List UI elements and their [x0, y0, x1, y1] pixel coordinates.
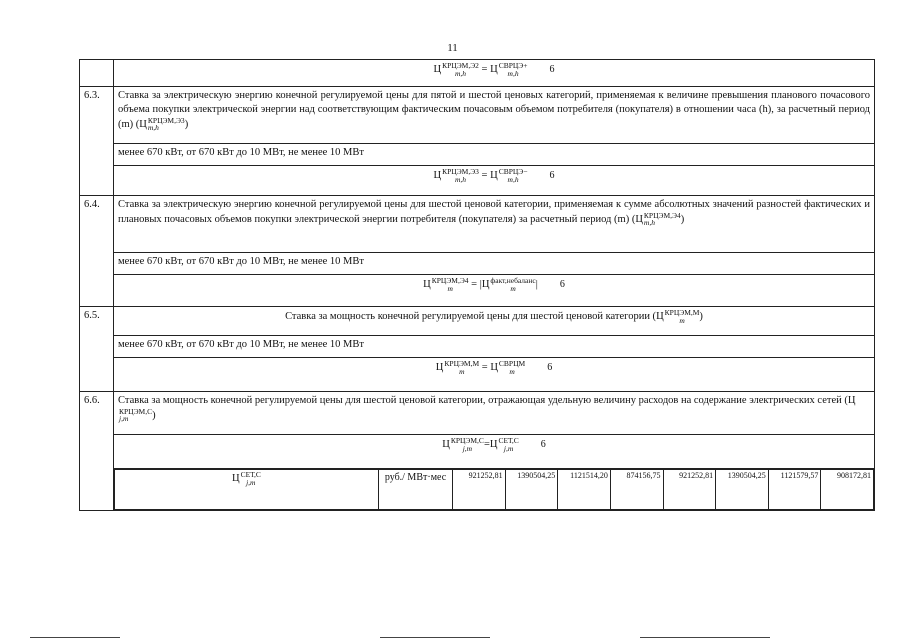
table-cell: 921252,81 — [663, 470, 716, 510]
formula-e3: Ц КРЦЭМ,Э3 m,h = Ц СВРЦЭ− m,h 6 — [433, 167, 555, 184]
section-number: 6.6. — [80, 392, 114, 511]
table-cell: 1390504,25 — [716, 470, 769, 510]
table-row — [80, 87, 875, 144]
formula-c: Ц КРЦЭМ,С j,m =Ц СЕТ,С j,m 6 — [442, 436, 546, 453]
table-row — [80, 196, 875, 253]
footnote-ref: 6 — [559, 278, 565, 290]
section-number: 6.5. — [80, 307, 114, 392]
footnote-ref: 6 — [547, 361, 553, 373]
scan-edge-line — [30, 637, 120, 638]
tariff-table — [79, 59, 875, 511]
table-cell: 1121579,57 — [768, 470, 821, 510]
rate-label: Ц СЕТ,С j,m — [115, 470, 379, 510]
table-cell: 874156,75 — [610, 470, 663, 510]
scan-edge-line — [380, 637, 490, 638]
consumer-categories: менее 670 кВт, от 670 кВт до 10 МВт, не менее 10 МВт — [114, 144, 875, 166]
table-row — [80, 392, 875, 435]
table-cell: 1390504,25 — [505, 470, 558, 510]
section-number: 6.3. — [80, 87, 114, 196]
footnote-ref: 6 — [540, 438, 546, 450]
section-description: Ставка за мощность конечной регулируемой цены для шестой ценовой категории, отражающая удельную величину расходов на содержание электрических сетей (Ц КРЦЭМ,С j,m ) — [114, 392, 875, 435]
formula-e2: Ц КРЦЭМ,Э2 m,h = Ц СВРЦЭ+ m,h 6 — [433, 61, 555, 78]
scan-edge-line — [640, 637, 770, 638]
table-cell: 921252,81 — [453, 470, 506, 510]
section-description: Ставка за электрическую энергию конечной регулируемой цены для шестой ценовой категории, применяемая к сумме абсолютных значений разностей фактических и плановых почасовых объемов покупки электрической энергии потребителя (покупателя) за расчетный период (m) (Ц КРЦЭМ,Э4 m,h ) — [114, 196, 875, 253]
section-number: 6.4. — [80, 196, 114, 307]
formula-e4: Ц КРЦЭМ,Э4 m = |Ц факт,небаланс m | 6 — [423, 276, 565, 293]
rate-values-table — [114, 469, 874, 510]
table-cell: 1121514,20 — [558, 470, 611, 510]
formula-m: Ц КРЦЭМ,М m = Ц СВРЦМ m 6 — [435, 359, 553, 376]
consumer-categories: менее 670 кВт, от 670 кВт до 10 МВт, не менее 10 МВт — [114, 336, 875, 358]
section-description: Ставка за электрическую энергию конечной регулируемой цены для пятой и шестой ценовых категорий, применяемая к величине превышения планового почасового объема покупки электрической энергии над соответствующим фактическим почасовым объемом потребителя (покупателя) в отношении часа (h), за расчетный период (m) (Ц КРЦЭМ,Э3 m,h ) — [114, 87, 875, 144]
table-cell: 908172,81 — [821, 470, 874, 510]
table-row — [80, 307, 875, 336]
table-row — [115, 470, 874, 510]
footnote-ref: 6 — [549, 63, 555, 75]
section-description: Ставка за мощность конечной регулируемой цены для шестой ценовой категории (Ц КРЦЭМ,М m ) — [114, 307, 875, 336]
consumer-categories: менее 670 кВт, от 670 кВт до 10 МВт, не менее 10 МВт — [114, 253, 875, 275]
page-number: 11 — [447, 42, 458, 54]
unit-cell: руб./ МВт·мес — [379, 470, 453, 510]
table-row — [80, 60, 875, 87]
footnote-ref: 6 — [549, 169, 555, 181]
